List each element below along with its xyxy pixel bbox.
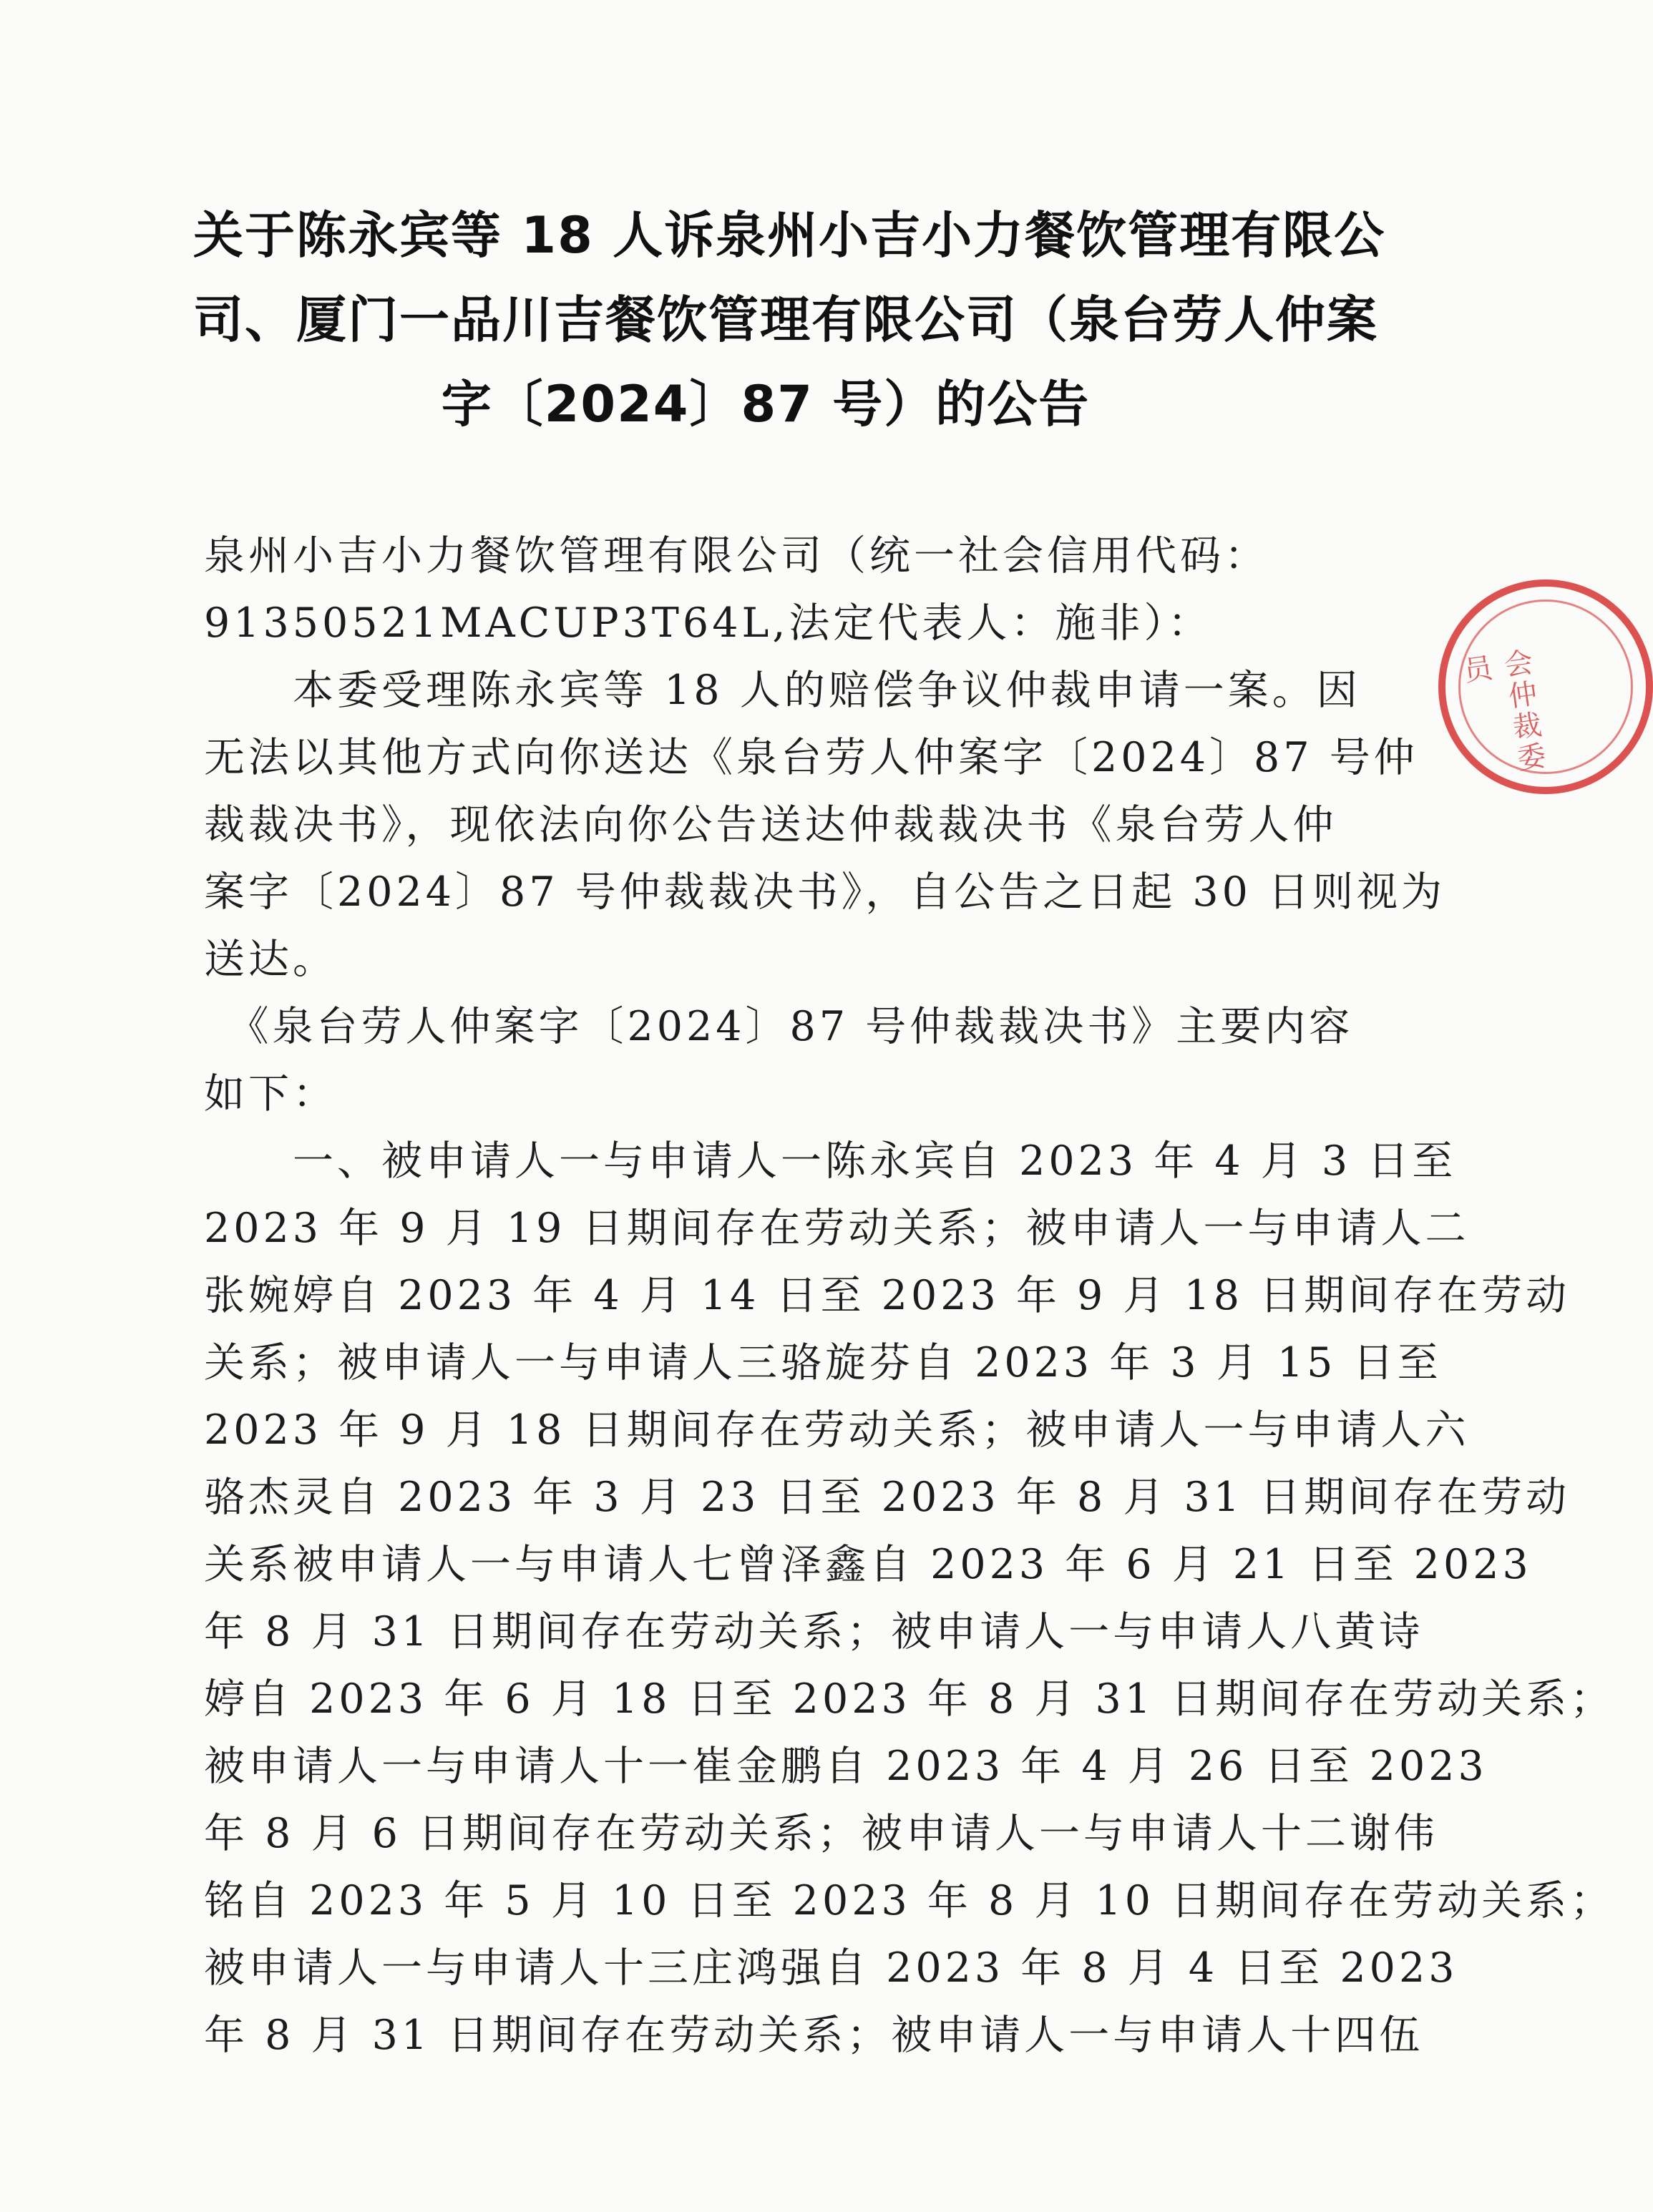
body-line: 2023 年 9 月 18 日期间存在劳动关系；被申请人一与申请人六 bbox=[204, 1406, 1470, 1454]
body-line: 张婉婷自 2023 年 4 月 14 日至 2023 年 9 月 18 日期间存在劳动 bbox=[204, 1272, 1571, 1319]
seal-text: 会仲裁委员 bbox=[1457, 646, 1548, 776]
body-line: 案字〔2024〕87 号仲裁裁决书》，自公告之日起 30 日则视为 bbox=[204, 868, 1445, 916]
body-line: 被申请人一与申请人十一崔金鹏自 2023 年 4 月 26 日至 2023 bbox=[204, 1743, 1488, 1790]
body-line: 年 8 月 31 日期间存在劳动关系；被申请人一与申请人十四伍 bbox=[204, 2012, 1424, 2059]
notice-title bbox=[193, 193, 1386, 446]
body-line: 被申请人一与申请人十三庄鸿强自 2023 年 8 月 4 日至 2023 bbox=[204, 1944, 1458, 1992]
body-line: 骆杰灵自 2023 年 3 月 23 日至 2023 年 8 月 31 日期间存在劳动 bbox=[204, 1474, 1571, 1521]
body-line: 本委受理陈永宾等 18 人的赔偿争议仲裁申请一案。因 bbox=[204, 667, 1361, 714]
body-line: 2023 年 9 月 19 日期间存在劳动关系；被申请人一与申请人二 bbox=[204, 1205, 1470, 1252]
body-line: 91350521MACUP3T64L,法定代表人：施非）： bbox=[204, 600, 1212, 647]
body-line: 年 8 月 6 日期间存在劳动关系；被申请人一与申请人十二谢伟 bbox=[204, 1810, 1439, 1857]
body-line: 关系；被申请人一与申请人三骆旋芬自 2023 年 3 月 15 日至 bbox=[204, 1339, 1442, 1386]
title-line: 司、厦门一品川吉餐饮管理有限公司（泉台劳人仲案 bbox=[193, 290, 1378, 349]
body-line: 如下： bbox=[204, 1070, 337, 1117]
body-line: 送达。 bbox=[204, 936, 337, 983]
body-line: 泉州小吉小力餐饮管理有限公司（统一社会信用代码： bbox=[204, 532, 1269, 579]
body-line: 年 8 月 31 日期间存在劳动关系；被申请人一与申请人八黄诗 bbox=[204, 1608, 1424, 1655]
body-line: 裁裁决书》，现依法向你公告送达仲裁裁决书《泉台劳人仲 bbox=[204, 801, 1337, 848]
body-line: 婷自 2023 年 6 月 18 日至 2023 年 8 月 31 日期间存在劳动关系； bbox=[204, 1675, 1615, 1723]
body-line: 关系被申请人一与申请人七曾泽鑫自 2023 年 6 月 21 日至 2023 bbox=[204, 1541, 1532, 1588]
body-line: 无法以其他方式向你送达《泉台劳人仲案字〔2024〕87 号仲 bbox=[204, 734, 1418, 781]
official-seal bbox=[1438, 579, 1653, 794]
title-line: 字〔2024〕87 号）的公告 bbox=[441, 375, 1091, 434]
body-line: 《泉台劳人仲案字〔2024〕87 号仲裁裁决书》主要内容 bbox=[204, 1003, 1354, 1050]
body-line: 一、被申请人一与申请人一陈永宾自 2023 年 4 月 3 日至 bbox=[204, 1137, 1457, 1185]
body-line: 铭自 2023 年 5 月 10 日至 2023 年 8 月 10 日期间存在劳动关系； bbox=[204, 1877, 1615, 1924]
title-line: 关于陈永宾等 18 人诉泉州小吉小力餐饮管理有限公 bbox=[193, 206, 1386, 265]
